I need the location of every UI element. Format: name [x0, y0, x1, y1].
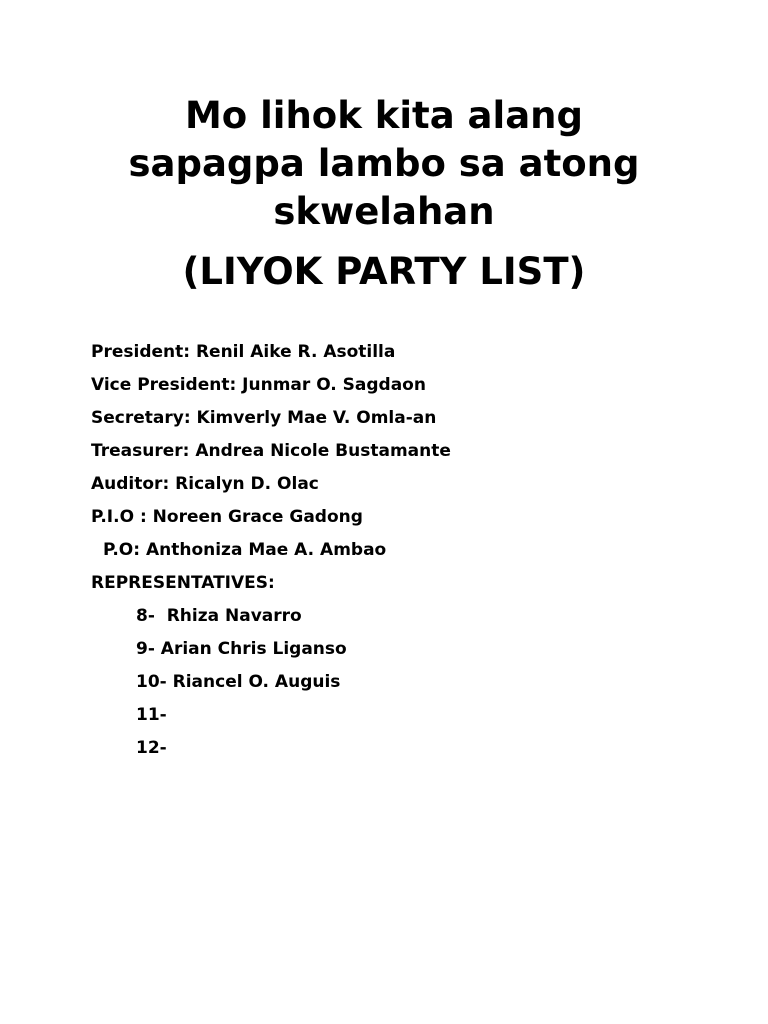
- party-list-name: (LIYOK PARTY LIST): [182, 250, 586, 293]
- officer-pio: P.I.O : Noreen Grace Gadong: [91, 507, 363, 527]
- officer-president: President: Renil Aike R. Asotilla: [91, 342, 396, 362]
- representative-item: 8- Rhiza Navarro: [136, 606, 302, 626]
- representative-item: 12-: [136, 738, 167, 758]
- representative-item: 10- Riancel O. Auguis: [136, 672, 341, 692]
- officer-vice-president: Vice President: Junmar O. Sagdaon: [91, 375, 426, 395]
- document-title: [0, 92, 768, 236]
- officer-treasurer: Treasurer: Andrea Nicole Bustamante: [91, 441, 451, 461]
- officer-secretary: Secretary: Kimverly Mae V. Omla-an: [91, 408, 437, 428]
- officer-auditor: Auditor: Ricalyn D. Olac: [91, 474, 319, 494]
- title-line-2: sapagpa lambo sa atong: [128, 142, 640, 185]
- representatives-heading: REPRESENTATIVES:: [91, 573, 275, 593]
- representative-item: 11-: [136, 705, 167, 725]
- officer-list: [91, 339, 451, 768]
- title-line-3: skwelahan: [273, 190, 495, 233]
- representative-item: 9- Arian Chris Liganso: [136, 639, 347, 659]
- officer-po: P.O: Anthoniza Mae A. Ambao: [103, 540, 387, 560]
- title-line-1: Mo lihok kita alang: [184, 94, 583, 137]
